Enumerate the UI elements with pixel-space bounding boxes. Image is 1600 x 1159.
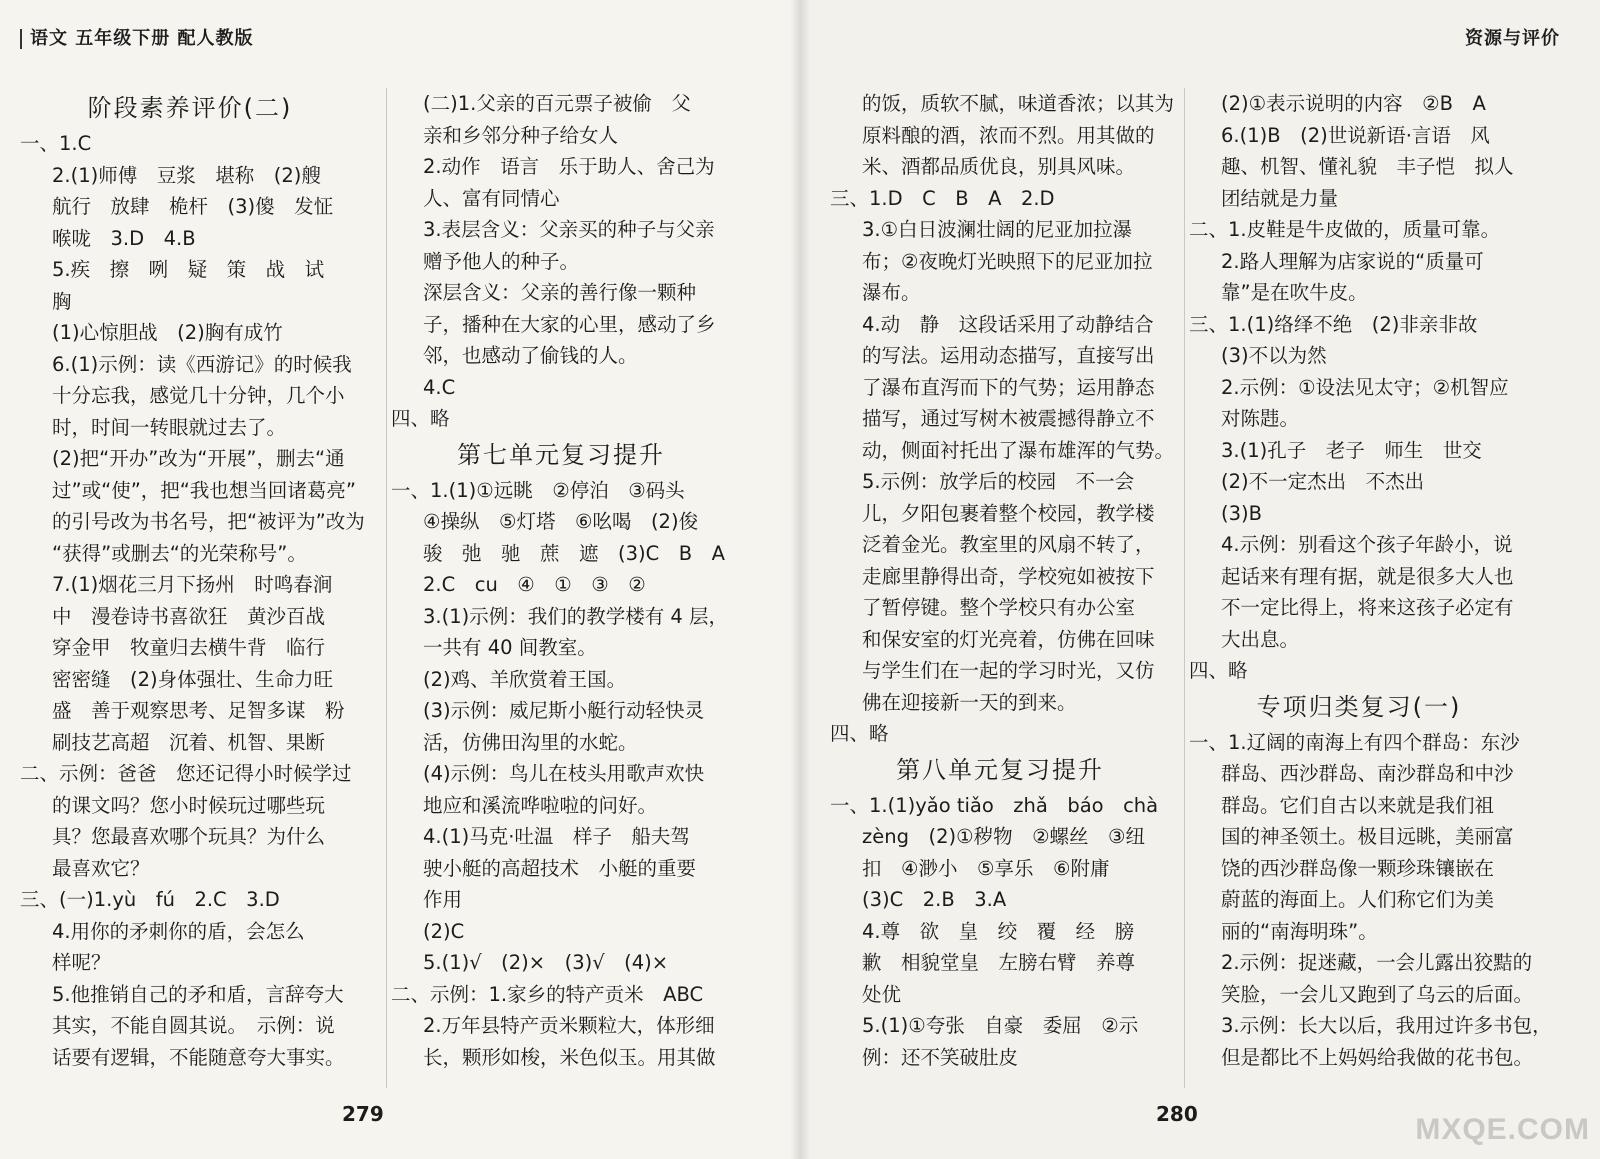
answer-line: 4.尊 欲 皇 绞 覆 经 膀 bbox=[862, 919, 1135, 943]
answer-line: 亲和乡邻分种子给女人 bbox=[423, 123, 619, 147]
book-gutter bbox=[790, 0, 810, 1159]
answer-line: 四、略 bbox=[1189, 659, 1248, 682]
answer-line: 蔚蓝的海面上。人们称它们为美 bbox=[1221, 888, 1495, 911]
answer-line: 5.他推销自己的矛和盾，言辞夸大 bbox=[52, 982, 344, 1006]
answer-line: 子，播种在大家的心里，感动了乡 bbox=[423, 312, 716, 336]
answer-line: 5.(1)①夸张 自豪 委屈 ②示 bbox=[862, 1014, 1139, 1037]
answer-line: 驶小艇的高超技术 小艇的重要 bbox=[423, 856, 697, 880]
answer-line: 团结就是力量 bbox=[1221, 186, 1339, 210]
running-header-right: 资源与评价 bbox=[1465, 28, 1560, 49]
answer-line: 三、(一)1.yù fú 2.C 3.D bbox=[20, 888, 280, 911]
answer-line: 6.(1)示例：读《西游记》的时候我 bbox=[52, 352, 352, 376]
answer-line: 航行 放肆 桅杆 (3)傻 发怔 bbox=[52, 195, 334, 218]
section-heading: 专项归类复习(一) bbox=[1256, 692, 1462, 721]
answer-line: 与学生们在一起的学习时光，又仿 bbox=[862, 659, 1155, 682]
answer-line: 米、酒都品质优良，别具风味。 bbox=[862, 155, 1136, 178]
answer-line: 十分忘我，感觉几十分钟，几个小 bbox=[52, 384, 345, 407]
answer-line: 刷技艺高超 沉着、机智、果断 bbox=[52, 730, 326, 754]
answer-line: zèng (2)①秽物 ②螺丝 ③纽 bbox=[862, 825, 1146, 848]
answer-line: 四、略 bbox=[391, 407, 450, 430]
answer-line: 起话来有理有据，就是很多大人也 bbox=[1221, 564, 1514, 588]
answer-line: (3)B bbox=[1221, 501, 1262, 525]
answer-line: 的引号改为书名号，把“被评为”改为 bbox=[52, 510, 365, 533]
answer-line: 的写法。运用动态描写，直接写出 bbox=[862, 344, 1155, 367]
answer-line: 中 漫卷诗书喜欲狂 黄沙百战 bbox=[52, 604, 326, 628]
answer-line: 靠”是在吹牛皮。 bbox=[1221, 281, 1368, 304]
section-heading: 第七单元复习提升 bbox=[457, 440, 665, 469]
answer-line: 三、1.(1)络绎不绝 (2)非亲非故 bbox=[1189, 312, 1478, 336]
answer-column-4 bbox=[1184, 88, 1552, 1088]
answer-line: 人、富有同情心 bbox=[423, 186, 560, 210]
answer-line: 四、略 bbox=[830, 722, 889, 745]
answer-line: (2)鸡、羊欣赏着王国。 bbox=[423, 667, 627, 691]
answer-line: 2.万年县特产贡米颗粒大，体形细 bbox=[423, 1014, 715, 1037]
answer-line: 但是都比不上妈妈给我做的花书包。 bbox=[1221, 1045, 1534, 1069]
answer-line: 扣 ④渺小 ⑤享乐 ⑥附庸 bbox=[862, 856, 1110, 880]
answer-line: 群岛。它们自古以来就是我们祖 bbox=[1221, 793, 1495, 817]
answer-line: 5.(1)√ (2)× (3)√ (4)× bbox=[423, 951, 669, 974]
answer-line: (1)心惊胆战 (2)胸有成竹 bbox=[52, 321, 283, 344]
answer-line: 样呢？ bbox=[52, 951, 111, 974]
answer-line: (2)把“开办”改为“开展”，删去“通 bbox=[52, 447, 345, 470]
answer-line: 和保安室的灯光亮着，仿佛在回味 bbox=[862, 627, 1155, 651]
answer-column-1 bbox=[20, 88, 365, 1073]
answer-line: 描写，通过写树木被震撼得静立不 bbox=[862, 407, 1155, 430]
answer-line: 大出息。 bbox=[1221, 627, 1300, 651]
running-header-left bbox=[20, 24, 254, 50]
answer-line: 活，仿佛田沟里的水蛇。 bbox=[423, 730, 638, 754]
answer-line: 2.示例：捉迷藏，一会儿露出狡黠的 bbox=[1221, 951, 1533, 974]
page-number-left: 279 bbox=[342, 1102, 384, 1126]
answer-line: 二、1.皮鞋是牛皮做的，质量可靠。 bbox=[1189, 218, 1501, 241]
answer-line: 具？您最喜欢哪个玩具？为什么 bbox=[52, 825, 326, 848]
answer-line: (3)C 2.B 3.A bbox=[862, 888, 1007, 911]
answer-line: (3)不以为然 bbox=[1221, 344, 1327, 367]
answer-line: 三、1.D C B A 2.D bbox=[830, 186, 1055, 210]
answer-line: 盛 善于观察思考、足智多谋 粉 bbox=[52, 699, 345, 722]
answer-line: (2)不一定杰出 不杰出 bbox=[1221, 470, 1425, 493]
answer-line: 2.路人理解为店家说的“质量可 bbox=[1221, 249, 1484, 273]
answer-line: 动，侧面衬托出了瀑布雄浑的气势。 bbox=[862, 438, 1175, 462]
answer-line: 4.(1)马克·吐温 样子 船夫驾 bbox=[423, 825, 690, 848]
answer-line: 布；②夜晚灯光映照下的尼亚加拉 bbox=[862, 249, 1153, 273]
answer-line: 一、1.C bbox=[20, 132, 92, 155]
answer-line: 二、示例：爸爸 您还记得小时候学过 bbox=[20, 762, 352, 785]
answer-line: 话要有逻辑，不能随意夸大事实。 bbox=[52, 1045, 345, 1069]
answer-line: 过”或“使”，把“我也想当回诸葛亮” bbox=[52, 478, 357, 502]
answer-line: 歉 相貌堂皇 左膀右臂 养尊 bbox=[862, 951, 1136, 974]
answer-line: 泛着金光。教室里的风扇不转了， bbox=[862, 533, 1155, 556]
answer-line: 不一定比得上，将来这孩子必定有 bbox=[1221, 596, 1514, 619]
page-number-right: 280 bbox=[1156, 1102, 1198, 1126]
answer-line: 例：还不笑破肚皮 bbox=[862, 1045, 1019, 1069]
answer-line: 3.(1)示例：我们的教学楼有 4 层， bbox=[423, 604, 729, 628]
answer-line: 时，时间一转眼就过去了。 bbox=[52, 415, 287, 439]
answer-line: 一、1.(1)yǎo tiǎo zhǎ báo chà bbox=[830, 793, 1159, 817]
answer-line: 瀑布。 bbox=[862, 281, 921, 304]
answer-line: 一、1.(1)①远眺 ②停泊 ③码头 bbox=[391, 478, 685, 502]
answer-line: 4.示例：别看这个孩子年龄小，说 bbox=[1221, 533, 1513, 556]
answer-line: 其实，不能自圆其说。 示例：说 bbox=[52, 1014, 335, 1037]
answer-line: (4)示例：鸟儿在枝头用歌声欢快 bbox=[423, 762, 705, 785]
answer-line: 4.C bbox=[423, 375, 456, 399]
answer-column-2 bbox=[386, 88, 731, 1088]
answer-line: 4.用你的矛刺你的盾，会怎么 bbox=[52, 919, 305, 943]
answer-line: 丽的“南海明珠”。 bbox=[1221, 919, 1378, 943]
answer-line: 6.(1)B (2)世说新语·言语 风 bbox=[1221, 123, 1490, 147]
answer-line: 3.(1)孔子 老子 师生 世交 bbox=[1221, 438, 1482, 462]
answer-line: 深层含义：父亲的善行像一颗种 bbox=[423, 281, 697, 304]
answer-line: 长，颗形如梭，米色似玉。用其做 bbox=[423, 1045, 716, 1069]
answer-line: 一、1.辽阔的南海上有四个群岛：东沙 bbox=[1189, 730, 1520, 754]
answer-line: 3.①白日波澜壮阔的尼亚加拉瀑 bbox=[862, 218, 1133, 241]
answer-line: (2)①表示说明的内容 ②B A bbox=[1221, 92, 1486, 115]
answer-line: 2.C cu ④ ① ③ ② bbox=[423, 573, 646, 596]
answer-line: 2.示例：①设法见太守；②机智应 bbox=[1221, 375, 1509, 399]
answer-line: 邻，也感动了偷钱的人。 bbox=[423, 344, 638, 367]
answer-line: 穿金甲 牧童归去横牛背 临行 bbox=[52, 636, 326, 659]
answer-line: 喉咙 3.D 4.B bbox=[52, 226, 196, 250]
answer-line: 4.动 静 这段话采用了动静结合 bbox=[862, 312, 1154, 336]
answer-column-3 bbox=[830, 88, 1175, 1073]
answer-line: 一共有 40 间教室。 bbox=[423, 636, 597, 659]
watermark: MXQE.COM bbox=[1415, 1113, 1590, 1146]
answer-line: 的饭，质软不腻，味道香浓；以其为 bbox=[862, 92, 1175, 115]
section-heading: 阶段素养评价(二) bbox=[87, 94, 293, 122]
answer-line: 群岛、西沙群岛、南沙群岛和中沙 bbox=[1221, 762, 1514, 785]
answer-line: ④操纵 ⑤灯塔 ⑥吆喝 (2)俊 bbox=[423, 510, 699, 533]
answer-line: 3.示例：长大以后，我用过许多书包， bbox=[1221, 1014, 1552, 1037]
answer-line: 二、示例：1.家乡的特产贡米 ABC bbox=[391, 982, 704, 1006]
answer-line: (3)示例：威尼斯小艇行动轻快灵 bbox=[423, 699, 705, 722]
answer-line: 笑脸，一会儿又跑到了乌云的后面。 bbox=[1221, 982, 1534, 1006]
answer-line: 走廊里静得出奇，学校宛如被按下 bbox=[862, 564, 1155, 588]
answer-line: 最喜欢它？ bbox=[52, 856, 150, 880]
section-heading: 第八单元复习提升 bbox=[896, 755, 1104, 784]
answer-line: 5.示例：放学后的校园 不一会 bbox=[862, 470, 1135, 493]
answer-line: 作用 bbox=[423, 888, 463, 911]
answer-line: “获得”或删去“的光荣称号”。 bbox=[52, 541, 307, 565]
answer-line: 2.(1)师傅 豆浆 堪称 (2)艘 bbox=[52, 163, 321, 187]
answer-line: 的课文吗？您小时候玩过哪些玩 bbox=[52, 793, 326, 817]
answer-line: 赠予他人的种子。 bbox=[423, 249, 580, 273]
answer-line: 2.动作 语言 乐于助人、舍己为 bbox=[423, 155, 715, 178]
answer-line: 了瀑布直泻而下的气势；运用静态 bbox=[862, 375, 1155, 399]
answer-line: 对陈韪。 bbox=[1221, 407, 1300, 430]
answer-line: 饶的西沙群岛像一颗珍珠镶嵌在 bbox=[1221, 856, 1495, 880]
answer-line: 佛在迎接新一天的到来。 bbox=[862, 690, 1077, 714]
answer-line: 3.表层含义：父亲买的种子与父亲 bbox=[423, 218, 715, 241]
answer-line: (二)1.父亲的百元票子被偷 父 bbox=[423, 92, 691, 115]
answer-line: 处优 bbox=[862, 982, 902, 1006]
answer-line: 5.疾 擦 咧 疑 策 战 试 bbox=[52, 258, 325, 281]
answer-line: 7.(1)烟花三月下扬州 时鸣春涧 bbox=[52, 573, 333, 596]
answer-line: 了暂停键。整个学校只有办公室 bbox=[862, 596, 1136, 619]
answer-line: 趣、机智、懂礼貌 丰子恺 拟人 bbox=[1221, 155, 1514, 178]
answer-line: 地应和溪流哗啦啦的问好。 bbox=[423, 793, 658, 817]
header-bar bbox=[20, 29, 22, 49]
answer-line: 国的神圣领土。极目远眺，美丽富 bbox=[1221, 825, 1514, 848]
header-left-text: 语文 五年级下册 配人教版 bbox=[30, 28, 254, 49]
answer-line: 胸 bbox=[52, 289, 72, 313]
answer-line: 儿，夕阳包裹着整个校园，教学楼 bbox=[862, 501, 1155, 525]
answer-line: 密密缝 (2)身体强壮、生命力旺 bbox=[52, 667, 334, 691]
answer-line: 骏 弛 驰 蔗 遮 (3)C B A bbox=[423, 541, 725, 565]
answer-line: (2)C bbox=[423, 919, 465, 943]
answer-line: 原料酿的酒，浓而不烈。用其做的 bbox=[862, 123, 1155, 147]
